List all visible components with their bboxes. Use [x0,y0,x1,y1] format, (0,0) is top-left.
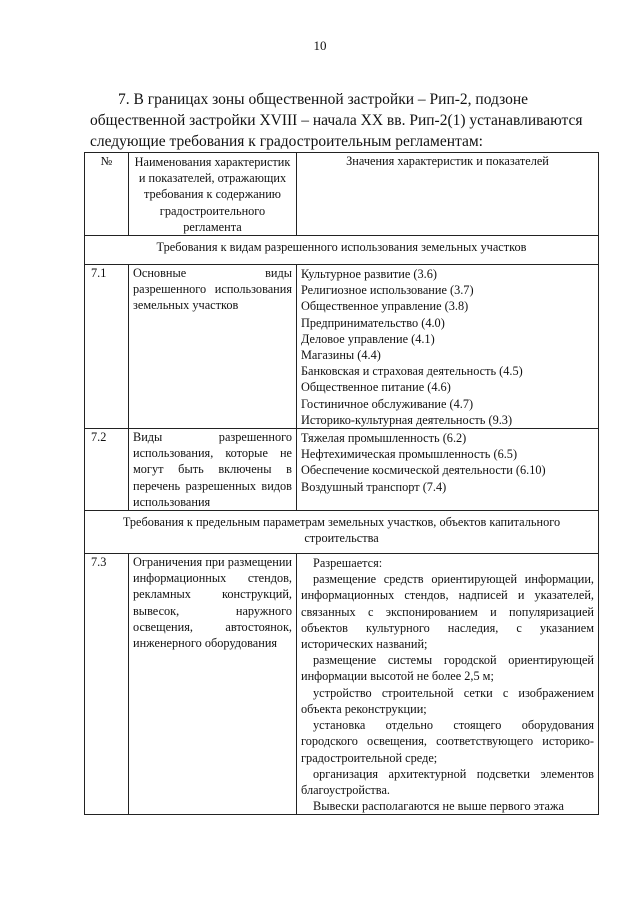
section-title-2: Требования к предельным параметрам земельных участков, объектов капитального строительства [85,511,599,554]
table-row-7-2 [85,429,599,511]
list-item: Банковская и страховая деятельность (4.5) [301,364,523,379]
list-item: устройство строительной сетки с изображением объекта реконструкции; [301,685,594,716]
section-row-2 [85,511,599,554]
table-header-row [85,153,599,236]
regulations-table [84,152,599,815]
list-item: Историко-культурная деятельность (9.3) [301,412,513,427]
list-item: Тяжелая промышленность (6.2) [301,431,467,446]
trailing-text: Вывески располагаются не выше первого этажа [313,799,564,814]
list-item: Религиозное использование (3.7) [301,283,474,298]
section-row-1 [85,236,599,265]
list-item: Предпринимательство (4.0) [301,315,445,330]
header-values: Значения характеристик и показателей [297,153,599,236]
row-7-2-values [297,429,599,511]
list-item: организация архитектурной подсветки элементов благоустройства. [301,766,594,797]
list-item: размещение системы городской ориентирующей информации высотой не более 2,5 м; [301,653,594,684]
row-7-1-values [297,265,599,429]
intro-line-1: 7. В границах зоны общественной застройки – Рип-2, подзоне [118,91,529,108]
intro-line-3: следующие требования к градостроительным регламентам: [90,133,483,150]
list-item: Гостиничное обслуживание (4.7) [301,396,474,411]
table-row-7-1 [85,265,599,429]
row-7-3-name: Ограничения при размещении информационных стендов, рекламных конструкций, вывесок, наружного освещения, автостоянок, инженерного оборудования [129,554,297,815]
list-item: установка отдельно стоящего оборудования городского освещения, соответствующего историко-градостроительной среде; [301,718,594,765]
row-7-3-number: 7.3 [85,554,129,815]
row-7-2-name: Виды разрешенного использования, которые не могут быть включены в перечень разрешенных видов использования [129,429,297,511]
list-item: Магазины (4.4) [301,348,381,363]
header-number: № [85,153,129,236]
header-name: Наименования характеристик и показателей, отражающих требования к содержанию градостроительного регламента [129,153,297,236]
list-item: Общественное управление (3.8) [301,299,469,314]
table-row-7-3 [85,554,599,815]
list-item: Культурное развитие (3.6) [301,267,437,282]
row-7-1-name: Основные виды разрешенного использования земельных участков [129,265,297,429]
permitted-heading: Разрешается: [313,556,383,571]
list-item: размещение средств ориентирующей информации, информационных стендов, надписей и указателей, связанных с экспонированием и популяризацией объектов культурного наследия, с указанием исторических названий; [301,572,594,652]
section-title-1: Требования к видам разрешенного использования земельных участков [85,236,599,265]
list-item: Обеспечение космической деятельности (6.10) [301,463,546,478]
intro-paragraph [90,89,596,152]
row-7-3-values [297,554,599,815]
page-number: 10 [313,38,327,53]
list-item: Нефтехимическая промышленность (6.5) [301,447,518,462]
intro-line-2: общественной застройки XVIII – начала XX вв. Рип-2(1) устанавливаются [90,112,583,129]
list-item: Воздушный транспорт (7.4) [301,479,447,494]
list-item: Общественное питание (4.6) [301,380,451,395]
row-7-1-number: 7.1 [85,265,129,429]
list-item: Деловое управление (4.1) [301,331,435,346]
row-7-2-number: 7.2 [85,429,129,511]
